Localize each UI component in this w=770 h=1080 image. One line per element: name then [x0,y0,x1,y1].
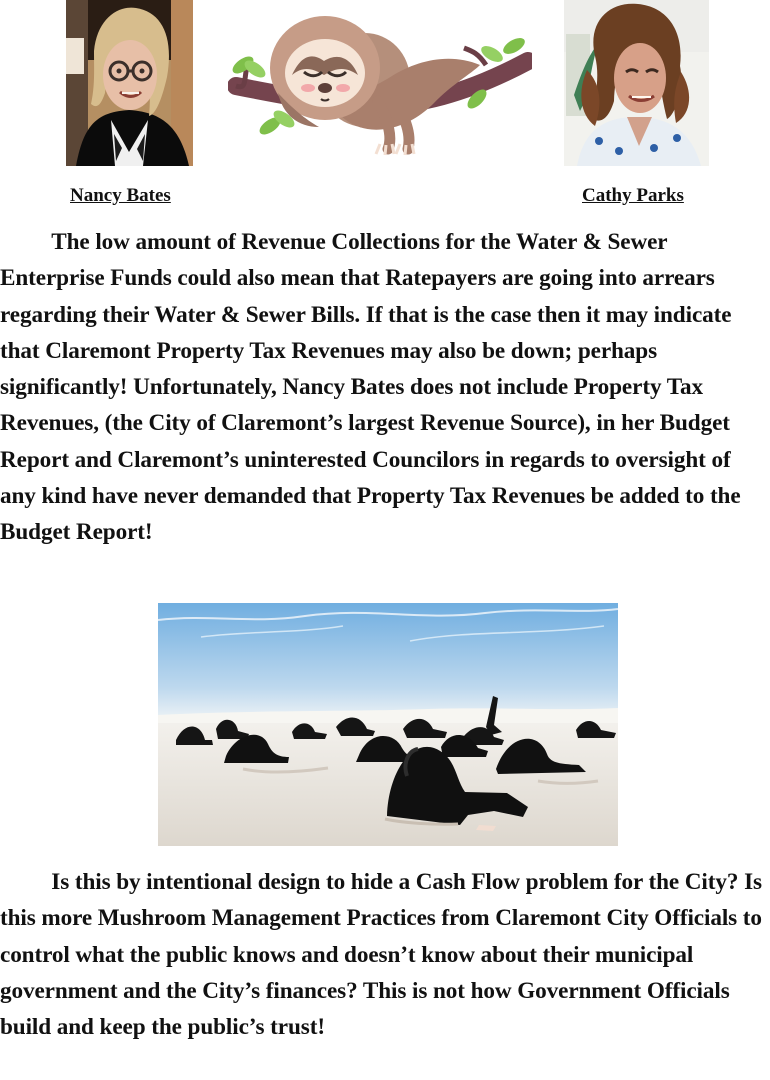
nancy-bates-portrait [66,0,193,166]
sleeping-sloth-illustration [228,8,532,158]
cathy-parks-portrait [564,0,709,166]
revenue-collections-paragraph: The low amount of Revenue Collections for the Water & Sewer Enterprise Funds could also mean that Ratepayers are going into arrears regarding their Water & Sewer Bills. If that is the case then it may indicate that Claremont Property Tax Revenues may also be down; perhaps significantly! Unfortunately, Nancy Bates does not include Property Tax Revenues, (the City of Claremont’s largest Revenue Source), in her Budget Report and Claremont’s uninterested Councilors in regards to oversight of any kind have never demanded that Property Tax Revenues be added to the Budget Report! [0,229,741,546]
cathy-parks-name-caption: Cathy Parks [582,185,684,206]
cash-flow-problem-paragraph: Is this by intentional design to hide a Cash Flow problem for the City? Is this more Mushroom Management Practices from Claremont City Officials to control what the public knows and doesn’t know about their municipal government and the City’s finances? This is not how Government Officials build and keep the public’s trust! [0,869,762,1041]
nancy-bates-name-caption: Nancy Bates [70,185,171,206]
people-head-in-sand-photo [158,603,618,846]
